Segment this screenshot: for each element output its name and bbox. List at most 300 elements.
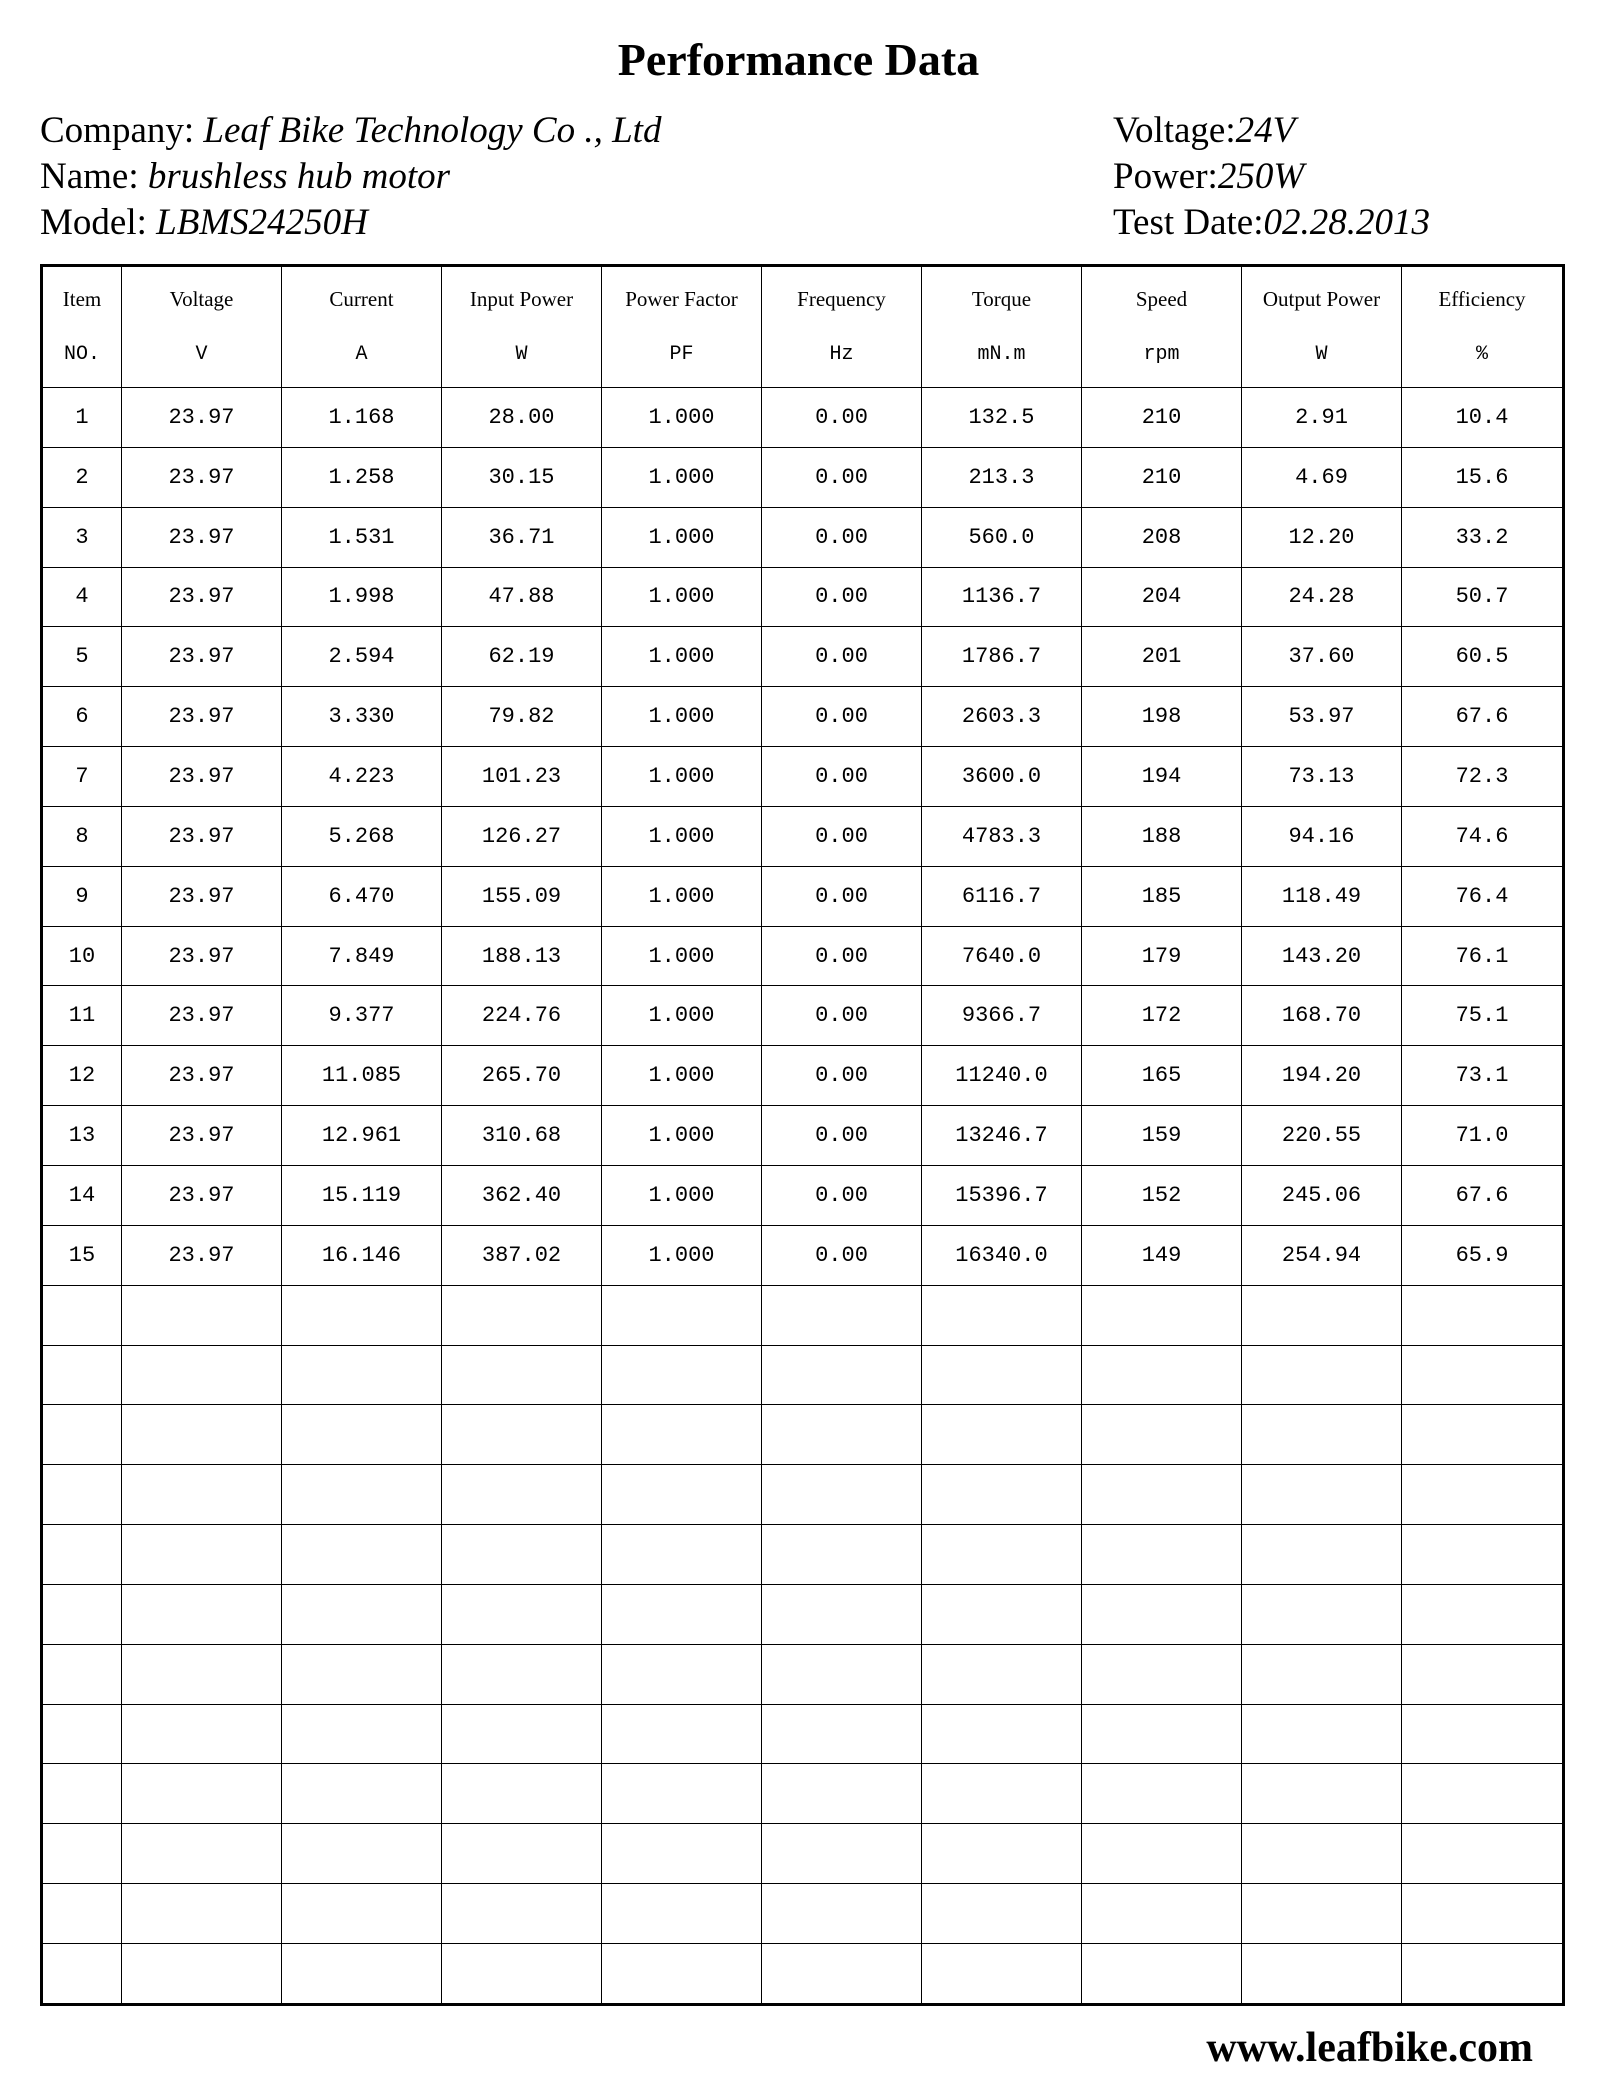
table-cell: 0.00 [762, 388, 922, 448]
voltage-value: 24V [1235, 110, 1296, 151]
table-cell: 210 [1082, 447, 1242, 507]
empty-table-cell [282, 1525, 442, 1585]
table-cell: 0.00 [762, 627, 922, 687]
empty-table-cell [602, 1465, 762, 1525]
table-cell: 118.49 [1242, 866, 1402, 926]
empty-table-row [42, 1644, 1564, 1704]
table-cell: 74.6 [1402, 806, 1564, 866]
table-row [42, 388, 1564, 448]
empty-table-cell [42, 1884, 122, 1944]
empty-table-cell [1082, 1764, 1242, 1824]
empty-table-cell [762, 1584, 922, 1644]
table-header [42, 266, 1564, 388]
table-cell: 1.000 [602, 1106, 762, 1166]
empty-table-row [42, 1285, 1564, 1345]
empty-table-cell [1402, 1465, 1564, 1525]
empty-table-cell [1242, 1584, 1402, 1644]
table-cell: 10 [42, 926, 122, 986]
table-row [42, 687, 1564, 747]
empty-table-cell [122, 1644, 282, 1704]
table-cell: 6.470 [282, 866, 442, 926]
table-cell: 7.849 [282, 926, 442, 986]
table-cell: 3.330 [282, 687, 442, 747]
table-cell: 71.0 [1402, 1106, 1564, 1166]
column-header-unit: W [515, 343, 528, 366]
table-cell: 16.146 [282, 1225, 442, 1285]
column-header-name: Item [62, 287, 102, 311]
table-cell: 1.000 [602, 926, 762, 986]
table-cell: 1.000 [602, 388, 762, 448]
empty-table-cell [762, 1525, 922, 1585]
table-cell: 73.13 [1242, 747, 1402, 807]
column-header-unit: PF [669, 343, 694, 366]
table-cell: 245.06 [1242, 1165, 1402, 1225]
table-cell: 23.97 [122, 388, 282, 448]
empty-table-cell [762, 1824, 922, 1884]
empty-table-cell [922, 1525, 1082, 1585]
empty-table-cell [602, 1525, 762, 1585]
table-cell: 0.00 [762, 1106, 922, 1166]
empty-table-row [42, 1824, 1564, 1884]
empty-table-row [42, 1884, 1564, 1944]
empty-table-cell [1082, 1704, 1242, 1764]
table-cell: 0.00 [762, 1165, 922, 1225]
table-cell: 1.000 [602, 986, 762, 1046]
table-cell: 194 [1082, 747, 1242, 807]
table-cell: 0.00 [762, 507, 922, 567]
table-cell: 265.70 [442, 1046, 602, 1106]
empty-table-cell [762, 1405, 922, 1465]
empty-table-cell [1082, 1824, 1242, 1884]
column-header-unit: Hz [829, 343, 854, 366]
table-cell: 1.000 [602, 1225, 762, 1285]
empty-table-cell [602, 1345, 762, 1405]
empty-table-cell [602, 1584, 762, 1644]
table-cell: 23.97 [122, 687, 282, 747]
table-cell: 4 [42, 567, 122, 627]
table-cell: 2603.3 [922, 687, 1082, 747]
table-cell: 23.97 [122, 1046, 282, 1106]
column-header-unit: mN.m [977, 343, 1026, 366]
table-cell: 0.00 [762, 806, 922, 866]
table-cell: 208 [1082, 507, 1242, 567]
column-header-name: Efficiency [1438, 287, 1526, 311]
table-cell: 14 [42, 1165, 122, 1225]
table-row [42, 806, 1564, 866]
table-row [42, 447, 1564, 507]
empty-table-cell [122, 1884, 282, 1944]
power-value: 250W [1217, 156, 1305, 197]
empty-table-cell [122, 1764, 282, 1824]
table-cell: 2.91 [1242, 388, 1402, 448]
empty-table-cell [1402, 1285, 1564, 1345]
table-cell: 76.1 [1402, 926, 1564, 986]
empty-table-cell [1402, 1405, 1564, 1465]
empty-table-cell [42, 1824, 122, 1884]
empty-table-row [42, 1704, 1564, 1764]
table-cell: 1.000 [602, 507, 762, 567]
table-cell: 204 [1082, 567, 1242, 627]
empty-table-cell [122, 1285, 282, 1345]
empty-table-cell [442, 1285, 602, 1345]
table-cell: 12.961 [282, 1106, 442, 1166]
test-date-label: Test Date: [1113, 202, 1264, 243]
empty-table-cell [1082, 1285, 1242, 1345]
info-right-block [1113, 108, 1430, 246]
table-cell: 101.23 [442, 747, 602, 807]
table-cell: 10.4 [1402, 388, 1564, 448]
empty-table-cell [1082, 1405, 1242, 1465]
table-row [42, 926, 1564, 986]
empty-table-cell [42, 1465, 122, 1525]
empty-table-cell [922, 1943, 1082, 2004]
table-cell: 7640.0 [922, 926, 1082, 986]
empty-table-cell [602, 1704, 762, 1764]
table-row [42, 567, 1564, 627]
empty-table-cell [1402, 1345, 1564, 1405]
empty-table-cell [1242, 1943, 1402, 2004]
empty-table-cell [1402, 1644, 1564, 1704]
empty-table-cell [442, 1345, 602, 1405]
table-cell: 254.94 [1242, 1225, 1402, 1285]
empty-table-cell [602, 1644, 762, 1704]
empty-table-row [42, 1764, 1564, 1824]
column-header [1242, 266, 1402, 388]
table-cell: 155.09 [442, 866, 602, 926]
empty-table-cell [1082, 1345, 1242, 1405]
empty-table-cell [922, 1824, 1082, 1884]
table-cell: 362.40 [442, 1165, 602, 1225]
column-header-name: Frequency [797, 287, 886, 311]
table-cell: 132.5 [922, 388, 1082, 448]
test-date-line [1113, 200, 1430, 246]
table-cell: 23.97 [122, 1106, 282, 1166]
table-cell: 0.00 [762, 866, 922, 926]
voltage-label: Voltage: [1113, 110, 1236, 151]
empty-table-cell [602, 1943, 762, 2004]
table-cell: 1.000 [602, 1046, 762, 1106]
empty-table-cell [442, 1644, 602, 1704]
empty-table-row [42, 1405, 1564, 1465]
empty-table-cell [922, 1285, 1082, 1345]
company-line [40, 108, 661, 154]
table-cell: 0.00 [762, 1225, 922, 1285]
name-label: Name: [40, 156, 148, 197]
column-header-unit: % [1475, 343, 1488, 366]
table-cell: 1.000 [602, 447, 762, 507]
table-cell: 0.00 [762, 687, 922, 747]
column-header [282, 266, 442, 388]
empty-table-cell [762, 1345, 922, 1405]
column-header-name: Power Factor [625, 287, 738, 311]
empty-table-cell [282, 1584, 442, 1644]
table-cell: 387.02 [442, 1225, 602, 1285]
table-cell: 172 [1082, 986, 1242, 1046]
column-header-name: Speed [1135, 287, 1188, 311]
empty-table-cell [1402, 1884, 1564, 1944]
table-cell: 9 [42, 866, 122, 926]
table-cell: 16340.0 [922, 1225, 1082, 1285]
table-cell: 11240.0 [922, 1046, 1082, 1106]
empty-table-cell [1402, 1824, 1564, 1884]
table-cell: 1.000 [602, 627, 762, 687]
empty-table-cell [282, 1405, 442, 1465]
table-cell: 0.00 [762, 447, 922, 507]
table-cell: 62.19 [442, 627, 602, 687]
header-row [42, 266, 1564, 388]
empty-table-cell [922, 1584, 1082, 1644]
empty-table-cell [1082, 1644, 1242, 1704]
table-cell: 1.000 [602, 747, 762, 807]
table-cell: 76.4 [1402, 866, 1564, 926]
table-cell: 5 [42, 627, 122, 687]
table-cell: 65.9 [1402, 1225, 1564, 1285]
table-cell: 15396.7 [922, 1165, 1082, 1225]
empty-table-cell [762, 1943, 922, 2004]
empty-table-cell [1242, 1884, 1402, 1944]
table-cell: 168.70 [1242, 986, 1402, 1046]
empty-table-row [42, 1465, 1564, 1525]
empty-table-cell [1242, 1704, 1402, 1764]
table-cell: 1.998 [282, 567, 442, 627]
table-body [42, 388, 1564, 2005]
table-cell: 23.97 [122, 447, 282, 507]
table-cell: 23.97 [122, 567, 282, 627]
empty-table-cell [122, 1584, 282, 1644]
table-cell: 11.085 [282, 1046, 442, 1106]
empty-table-cell [42, 1644, 122, 1704]
column-header-unit: A [355, 343, 368, 366]
column-header [762, 266, 922, 388]
column-header [1402, 266, 1564, 388]
table-cell: 0.00 [762, 986, 922, 1046]
empty-table-cell [1402, 1764, 1564, 1824]
table-cell: 94.16 [1242, 806, 1402, 866]
table-cell: 12 [42, 1046, 122, 1106]
empty-table-cell [42, 1764, 122, 1824]
table-cell: 79.82 [442, 687, 602, 747]
empty-table-cell [1402, 1704, 1564, 1764]
table-cell: 67.6 [1402, 687, 1564, 747]
table-cell: 213.3 [922, 447, 1082, 507]
empty-table-cell [602, 1824, 762, 1884]
table-cell: 179 [1082, 926, 1242, 986]
table-row [42, 747, 1564, 807]
empty-table-cell [282, 1943, 442, 2004]
empty-table-cell [1242, 1764, 1402, 1824]
empty-table-cell [762, 1285, 922, 1345]
table-row [42, 627, 1564, 687]
table-cell: 36.71 [442, 507, 602, 567]
column-header-name: Current [329, 287, 394, 311]
column-header-unit: V [195, 343, 208, 366]
table-cell: 7 [42, 747, 122, 807]
column-header-name: Output Power [1262, 287, 1381, 311]
column-header [922, 266, 1082, 388]
table-cell: 67.6 [1402, 1165, 1564, 1225]
table-row [42, 1106, 1564, 1166]
table-cell: 149 [1082, 1225, 1242, 1285]
empty-table-cell [42, 1704, 122, 1764]
table-row [42, 1046, 1564, 1106]
empty-table-row [42, 1584, 1564, 1644]
table-cell: 1 [42, 388, 122, 448]
column-header-unit: W [1315, 343, 1328, 366]
table-cell: 9366.7 [922, 986, 1082, 1046]
empty-table-cell [1082, 1525, 1242, 1585]
name-value: brushless hub motor [147, 156, 451, 197]
empty-table-cell [42, 1584, 122, 1644]
table-cell: 188.13 [442, 926, 602, 986]
table-cell: 188 [1082, 806, 1242, 866]
empty-table-cell [442, 1943, 602, 2004]
table-cell: 30.15 [442, 447, 602, 507]
column-header-unit: NO. [63, 343, 100, 366]
table-cell: 24.28 [1242, 567, 1402, 627]
table-cell: 194.20 [1242, 1046, 1402, 1106]
empty-table-cell [922, 1345, 1082, 1405]
empty-table-cell [42, 1943, 122, 2004]
empty-table-cell [282, 1345, 442, 1405]
table-cell: 23.97 [122, 627, 282, 687]
empty-table-cell [282, 1764, 442, 1824]
table-cell: 210 [1082, 388, 1242, 448]
table-cell: 3600.0 [922, 747, 1082, 807]
table-row [42, 507, 1564, 567]
table-row [42, 1225, 1564, 1285]
empty-table-cell [922, 1884, 1082, 1944]
table-cell: 3 [42, 507, 122, 567]
table-cell: 1.168 [282, 388, 442, 448]
table-cell: 9.377 [282, 986, 442, 1046]
table-cell: 23.97 [122, 926, 282, 986]
power-label: Power: [1113, 156, 1218, 197]
empty-table-cell [442, 1704, 602, 1764]
empty-table-cell [442, 1764, 602, 1824]
company-label: Company: [40, 110, 204, 151]
empty-table-cell [1242, 1285, 1402, 1345]
empty-table-cell [602, 1884, 762, 1944]
table-cell: 72.3 [1402, 747, 1564, 807]
table-cell: 23.97 [122, 866, 282, 926]
table-cell: 23.97 [122, 1225, 282, 1285]
empty-table-cell [1402, 1525, 1564, 1585]
empty-table-row [42, 1345, 1564, 1405]
empty-table-cell [442, 1405, 602, 1465]
table-cell: 224.76 [442, 986, 602, 1046]
table-cell: 28.00 [442, 388, 602, 448]
table-cell: 165 [1082, 1046, 1242, 1106]
table-cell: 37.60 [1242, 627, 1402, 687]
empty-table-cell [762, 1644, 922, 1704]
performance-table [40, 264, 1565, 2006]
name-line [40, 154, 661, 200]
empty-table-cell [282, 1644, 442, 1704]
table-cell: 60.5 [1402, 627, 1564, 687]
column-header [122, 266, 282, 388]
table-cell: 220.55 [1242, 1106, 1402, 1166]
empty-table-cell [922, 1465, 1082, 1525]
empty-table-cell [442, 1884, 602, 1944]
empty-table-cell [122, 1943, 282, 2004]
table-cell: 1.000 [602, 567, 762, 627]
empty-table-cell [442, 1465, 602, 1525]
empty-table-cell [122, 1824, 282, 1884]
empty-table-cell [602, 1285, 762, 1345]
empty-table-cell [922, 1764, 1082, 1824]
table-cell: 310.68 [442, 1106, 602, 1166]
table-cell: 50.7 [1402, 567, 1564, 627]
empty-table-cell [442, 1584, 602, 1644]
table-row [42, 866, 1564, 926]
table-cell: 1.258 [282, 447, 442, 507]
empty-table-cell [442, 1525, 602, 1585]
table-cell: 13246.7 [922, 1106, 1082, 1166]
empty-table-cell [122, 1465, 282, 1525]
table-cell: 4783.3 [922, 806, 1082, 866]
empty-table-cell [762, 1764, 922, 1824]
empty-table-cell [282, 1884, 442, 1944]
empty-table-cell [1082, 1584, 1242, 1644]
table-cell: 23.97 [122, 747, 282, 807]
empty-table-cell [762, 1704, 922, 1764]
table-cell: 1.000 [602, 806, 762, 866]
table-cell: 33.2 [1402, 507, 1564, 567]
empty-table-cell [1242, 1644, 1402, 1704]
test-date-value: 02.28.2013 [1263, 202, 1430, 243]
empty-table-cell [1082, 1465, 1242, 1525]
info-left-block [40, 108, 661, 246]
empty-table-cell [1242, 1824, 1402, 1884]
table-cell: 4.223 [282, 747, 442, 807]
empty-table-cell [282, 1704, 442, 1764]
empty-table-cell [1242, 1525, 1402, 1585]
column-header [442, 266, 602, 388]
column-header [1082, 266, 1242, 388]
table-cell: 11 [42, 986, 122, 1046]
column-header-unit: rpm [1143, 343, 1180, 366]
table-row [42, 986, 1564, 1046]
table-cell: 23.97 [122, 507, 282, 567]
column-header-name: Torque [971, 287, 1032, 311]
empty-table-cell [922, 1405, 1082, 1465]
table-cell: 152 [1082, 1165, 1242, 1225]
table-cell: 0.00 [762, 567, 922, 627]
empty-table-cell [282, 1465, 442, 1525]
model-value: LBMS24250H [156, 202, 368, 243]
empty-table-cell [122, 1525, 282, 1585]
table-cell: 13 [42, 1106, 122, 1166]
empty-table-cell [1402, 1943, 1564, 2004]
table-cell: 560.0 [922, 507, 1082, 567]
empty-table-cell [922, 1644, 1082, 1704]
model-line [40, 200, 661, 246]
table-cell: 15 [42, 1225, 122, 1285]
table-cell: 8 [42, 806, 122, 866]
table-cell: 159 [1082, 1106, 1242, 1166]
table-cell: 23.97 [122, 986, 282, 1046]
table-cell: 2.594 [282, 627, 442, 687]
column-header [42, 266, 122, 388]
table-cell: 1136.7 [922, 567, 1082, 627]
table-cell: 143.20 [1242, 926, 1402, 986]
table-cell: 23.97 [122, 806, 282, 866]
table-cell: 6 [42, 687, 122, 747]
empty-table-cell [1242, 1345, 1402, 1405]
table-cell: 6116.7 [922, 866, 1082, 926]
table-cell: 73.1 [1402, 1046, 1564, 1106]
empty-table-row [42, 1525, 1564, 1585]
